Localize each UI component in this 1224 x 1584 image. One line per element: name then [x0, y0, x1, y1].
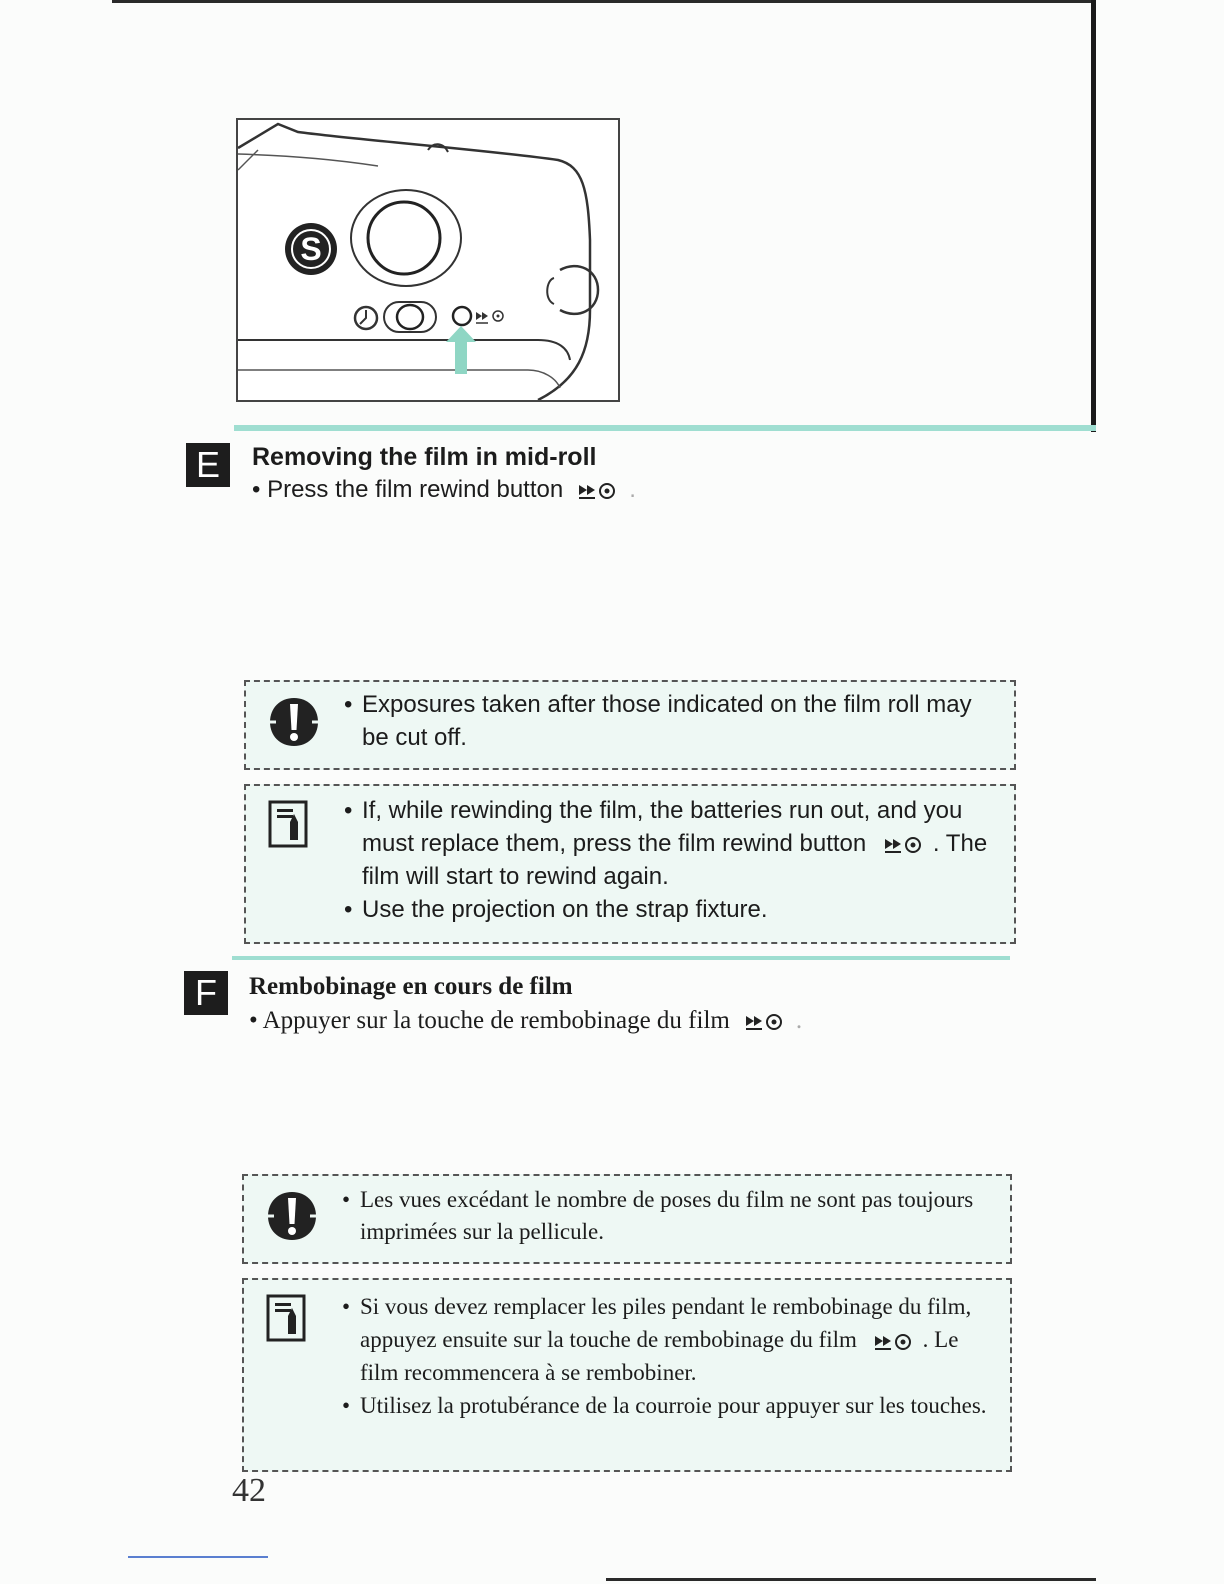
footnote-rule — [128, 1556, 268, 1558]
bottom-rule — [606, 1578, 1096, 1581]
caution-bullet-e: • Exposures taken after those indicated on the film roll may be cut off. — [344, 691, 972, 751]
caution-box-e — [244, 680, 1016, 770]
top-rule — [112, 0, 1092, 3]
section-f-divider — [232, 956, 1010, 960]
memo-bullet-e-1: • If, while rewinding the film, the batteries run out, and you must replace them, press the film rewind button . The film will start to rewind again. — [344, 797, 988, 890]
control-row — [348, 296, 538, 336]
caution-icon — [268, 696, 320, 748]
right-rule — [1091, 0, 1096, 432]
section-f-instruction: • Appuyer sur la touche de rembobinage du film . — [249, 1007, 803, 1034]
section-e-heading: Removing the film in mid-roll — [252, 443, 597, 471]
section-e-instruction: • Press the film rewind button . — [252, 476, 636, 503]
language-badge-f: F — [184, 971, 228, 1015]
self-timer-icon — [355, 307, 377, 329]
memo-bullet-f-1: • Si vous devez remplacer les piles pendant le rembobinage du film, appuyez ensuite sur la touche de rembobinage du film . Le film recommencera à se rembobiner. — [342, 1294, 972, 1385]
section-e-divider — [234, 425, 1096, 431]
rewind-symbol-icon — [577, 481, 621, 501]
section-e-instruction-end: . — [629, 476, 636, 503]
memo-icon — [268, 800, 308, 848]
rewind-symbol-icon — [883, 835, 927, 855]
memo-box-f — [242, 1278, 1012, 1472]
rewind-symbol-icon — [873, 1332, 917, 1352]
caution-bullet-f: • Les vues excédant le nombre de poses du film ne sont pas toujours imprimées sur la pellicule. — [342, 1187, 974, 1244]
rewind-symbol-icon — [744, 1012, 788, 1032]
section-f-instruction-text: Appuyer sur la touche de rembobinage du film — [262, 1007, 730, 1034]
caution-box-f — [242, 1174, 1012, 1264]
mode-s-label: S — [300, 231, 322, 267]
memo-box-e — [244, 784, 1016, 944]
camera-illustration — [236, 118, 620, 402]
section-e-instruction-text: Press the film rewind button — [267, 476, 564, 503]
section-f-instruction-end: . — [795, 1007, 803, 1034]
language-badge-e: E — [186, 443, 230, 487]
memo-icon — [266, 1294, 306, 1342]
page-number: 42 — [232, 1472, 266, 1509]
arrow-up-icon — [446, 326, 476, 374]
memo-bullet-f-2: • Utilisez la protubérance de la courroie pour appuyer sur les touches. — [342, 1393, 987, 1418]
section-f-heading: Rembobinage en cours de film — [249, 973, 573, 1000]
rewind-button-icon — [453, 307, 503, 325]
caution-icon — [266, 1190, 318, 1242]
memo-bullet-e-2: • Use the projection on the strap fixture. — [344, 896, 768, 923]
